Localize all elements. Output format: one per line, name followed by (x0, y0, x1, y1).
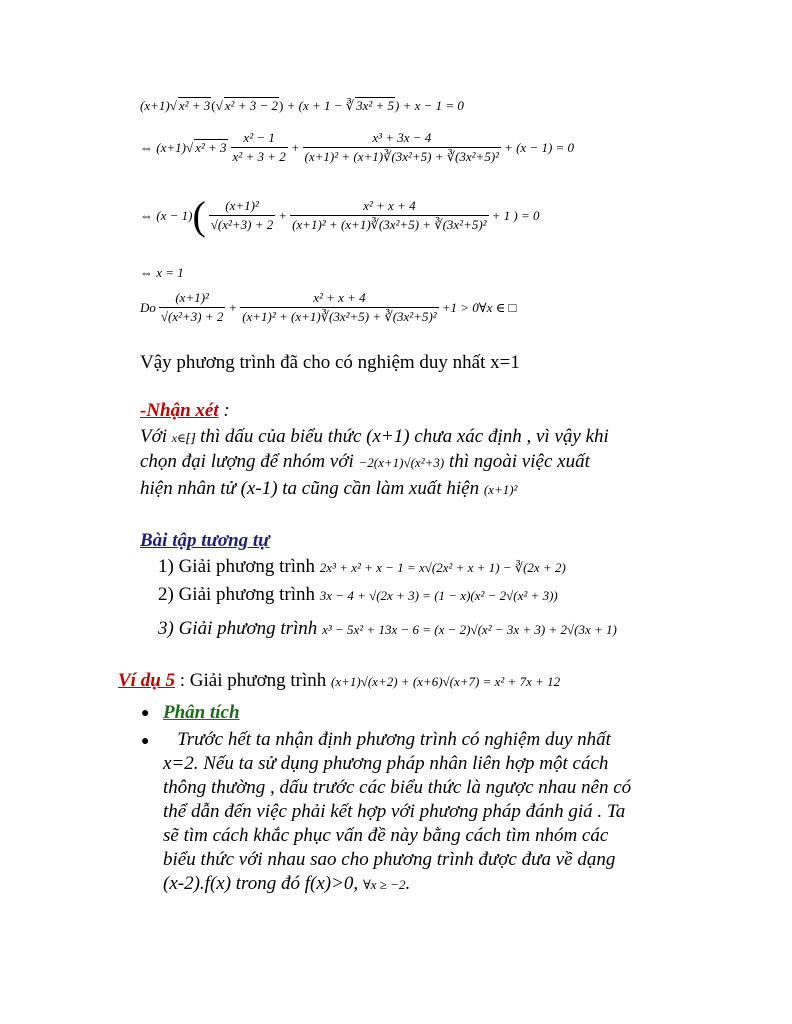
remark-title: -Nhận xét (140, 400, 219, 421)
equation-line-4 (140, 265, 184, 281)
remark-line-1 (140, 426, 609, 448)
denominator: (x+1)² + (x+1)∛(3x²+5) + ∛(3x²+5)² (292, 217, 487, 232)
remark-text: chọn đại lượng để nhóm với (140, 451, 359, 472)
numerator: x² − 1 (243, 130, 275, 145)
remark-expression: (x+1)² (483, 482, 518, 497)
numerator: x² + x + 4 (313, 290, 366, 305)
fraction-2 (303, 130, 502, 165)
exercise-1 (158, 556, 566, 578)
denominator: (x+1)² + (x+1)∛(3x²+5) + ∛(3x²+5)² (304, 149, 500, 164)
analysis-line: thể dẫn đến việc phải kết hợp với phương pháp đánh giá . Ta (163, 801, 626, 822)
remark-text: hiện nhân tử (x-1) ta cũng cần làm xuất hiện (140, 478, 484, 499)
exercise-label: 2) Giải phương trình (158, 584, 316, 605)
numerator: x³ + 3x − 4 (372, 130, 432, 145)
analysis-paragraph (163, 728, 683, 897)
eq5-post: +1 > 0∀x ∈ □ (441, 299, 517, 315)
paren-right: ) (279, 98, 284, 113)
numerator: (x+1)² (175, 290, 209, 305)
eq1-cbrt: 3x² + 5 (356, 98, 395, 113)
bullet-icon: ● (141, 706, 150, 721)
fraction-1 (159, 290, 226, 325)
analysis-text: (x-2).f(x) trong đó f(x)>0, (163, 873, 363, 894)
exercise-2 (158, 584, 558, 606)
remark-heading (140, 400, 230, 422)
example-5 (118, 670, 560, 692)
denominator: √(x²+3) + 2 (210, 217, 274, 232)
equation-line-1 (140, 98, 464, 114)
sqrt-symbol: √ (215, 98, 223, 113)
analysis-line: thông thường , dấu trước các biểu thức là ngược nhau nên có (163, 777, 632, 798)
analysis-line: sẽ tìm cách khắc phục vấn đề này bằng cách tìm nhóm các (163, 825, 609, 846)
example-expression: (x+1)√(x+2) + (x+6)√(x+7) = x² + 7x + 12 (331, 674, 561, 689)
example-text: : Giải phương trình (175, 670, 332, 691)
remark-expression: −2(x+1)√(x²+3) (358, 455, 445, 470)
numerator: (x+1)² (225, 198, 259, 213)
denominator: (x+1)² + (x+1)∛(3x²+5) + ∛(3x²+5)² (242, 309, 437, 324)
equation-line-5 (140, 290, 516, 325)
equation-line-2 (140, 130, 574, 165)
analysis-period: . (405, 873, 411, 894)
analysis-line-last (163, 872, 683, 897)
exercise-label: 3) Giải phương trình (158, 618, 318, 639)
fraction-1 (231, 130, 288, 165)
remark-line-3 (140, 478, 517, 500)
sqrt-symbol: √ (185, 139, 194, 155)
remark-text: thì dấu của biểu thức (x+1) chưa xác định , vì vậy khi (195, 426, 609, 447)
analysis-title: Phân tích (163, 702, 240, 723)
conclusion-text: Vậy phương trình đã cho có nghiệm duy nhất x=1 (140, 352, 520, 373)
analysis-condition: ∀x ≥ −2 (362, 877, 406, 892)
exercise-expression: x³ − 5x² + 13x − 6 = (x − 2)√(x² − 3x + 3) + 2√(3x + 1) (322, 622, 617, 637)
eq1-part-d: + (x + 1 − (286, 98, 346, 113)
denominator: √(x²+3) + 2 (160, 309, 224, 324)
fraction-2 (290, 198, 489, 233)
eq2-radicand: x² + 3 (195, 140, 227, 155)
eq3-pre: ⇔ (x − 1) (140, 207, 193, 223)
example-label: Ví dụ 5 (118, 670, 176, 691)
analysis-line: biểu thức với nhau sao cho phương trình được đưa về dạng (163, 849, 616, 870)
equation-line-3: ⇔ (x − 1) ( $\frac{\text{(x+1)²}}{\text{√(x²+3) + 2}}$ + $\frac{\text{x² + x + 4}}{\text{(x+1)² + (x+1)∛(3x²+5) + ∛(3x²+5)²}}$ + 1 ) = 0 (140, 192, 540, 238)
remark-text: Với (140, 426, 172, 447)
eq1-radicand: x² + 3 (178, 98, 211, 113)
fraction-1 (209, 198, 276, 233)
numerator: x² + x + 4 (363, 198, 416, 213)
eq1-part-a: (x+1) (140, 98, 170, 113)
eq1-inner: x² + 3 − 2 (224, 98, 278, 113)
analysis-line: Trước hết ta nhận định phương trình có nghiệm duy nhất (163, 729, 611, 750)
exercise-expression: 2x³ + x² + x − 1 = x√(2x² + x + 1) − ∛(2x + 2) (319, 560, 566, 575)
eq2-pre: ⇔ (x+1) (140, 139, 186, 155)
remark-line-2 (140, 451, 590, 473)
eq5-pre: Do (140, 299, 156, 315)
bullet-icon: ● (141, 734, 150, 749)
remark-colon: : (218, 400, 230, 421)
exercise-label: 1) Giải phương trình (158, 556, 316, 577)
plus-sign: + (290, 139, 300, 155)
sqrt-symbol: √ (169, 98, 177, 113)
remark-condition: x∈⁅⁆ (171, 431, 196, 445)
fraction-2 (240, 290, 439, 325)
analysis-line: x=2. Nếu ta sử dụng phương pháp nhân liên hợp một cách (163, 753, 609, 774)
exercise-expression: 3x − 4 + √(2x + 3) = (1 − x)(x² − 2√(x² + 3)) (319, 588, 558, 603)
remark-text: thì ngoài việc xuất (444, 451, 590, 472)
eq3-post: + 1 ) = 0 (491, 207, 540, 223)
plus-sign: + (278, 207, 288, 223)
denominator: x² + 3 + 2 (232, 149, 286, 164)
eq1-part-f: ) + x − 1 = 0 (395, 98, 464, 113)
cbrt-symbol: ∛ (345, 98, 355, 113)
eq4: ⇔ x = 1 (140, 265, 184, 280)
plus-sign: + (228, 299, 238, 315)
eq2-post: + (x − 1) = 0 (504, 139, 575, 155)
exercises-title: Bài tập tương tự (140, 530, 270, 551)
exercise-3 (158, 618, 617, 640)
paren-left: ( (211, 98, 216, 113)
